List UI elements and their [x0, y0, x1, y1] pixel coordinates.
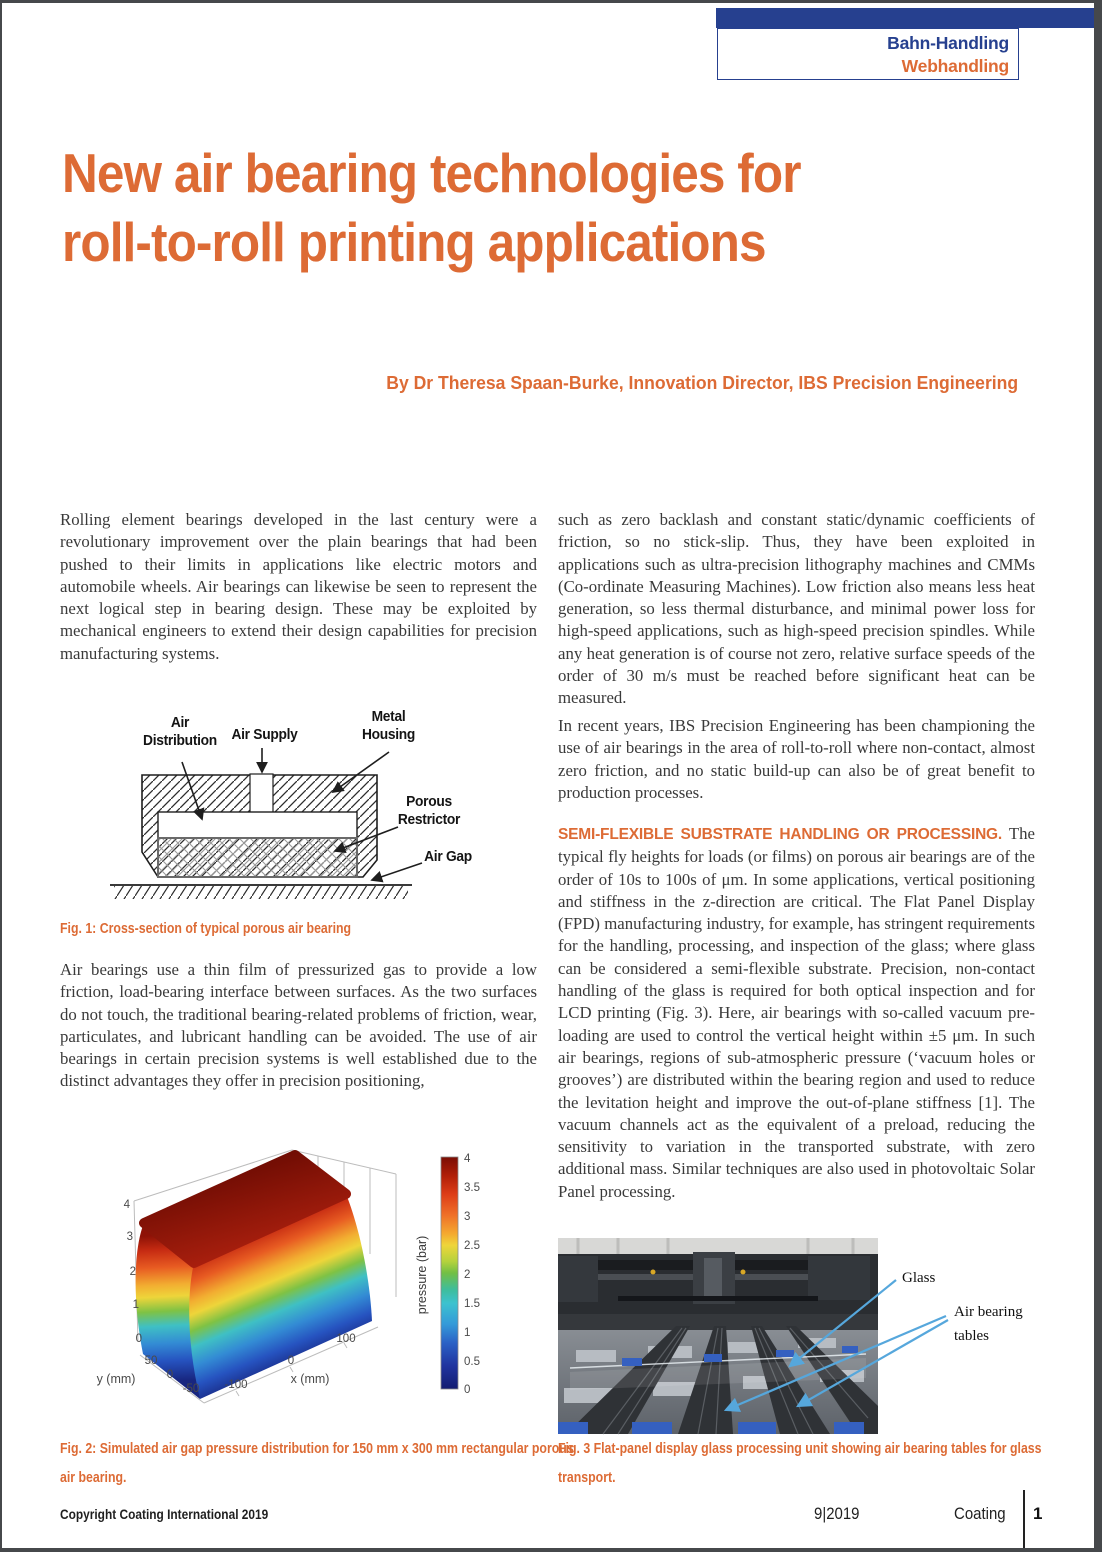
figure-1-cross-section — [90, 700, 535, 918]
label-air-distribution: Air Distribution — [143, 715, 217, 749]
figure-3-caption: Fig. 3 Flat-panel display glass processing unit showing air bearing tables for glass transport. — [558, 1441, 1042, 1486]
figure-2-caption: Fig. 2: Simulated air gap pressure distribution for 150 mm x 300 mm rectangular porous air bearing. — [60, 1441, 574, 1486]
y-axis-label: y (mm) — [96, 1372, 136, 1386]
svg-text:2: 2 — [129, 1266, 136, 1278]
article-title — [62, 139, 872, 277]
svg-text:4: 4 — [464, 1153, 471, 1165]
section-tag-english: Webhandling — [901, 56, 1009, 76]
svg-text:2: 2 — [464, 1269, 471, 1281]
right-paragraph-1: such as zero backlash and constant static/dynamic coefficients of friction, so no stick-slip. Thus, they have been exploited in applications such as ultra-precision lithography machines and CMMs (Co-ordinate Measuring Machines). Low friction also means less heat generation, so less thermal disturbance, and minimal power loss for high-speed applications, such as high-speed precision spindles. While any heat generation is of course not zero, relative surface speeds of the order of 30 m/s must be reached before significant heat can be measured. — [558, 510, 1035, 708]
svg-text:3.5: 3.5 — [464, 1182, 480, 1194]
air-distribution-shape — [158, 812, 357, 838]
x-axis-label: x (mm) — [290, 1372, 330, 1386]
article-byline: By Dr Theresa Spaan-Burke, Innovation Director, IBS Precision Engineering — [386, 372, 1018, 393]
footer-page-number: 1 — [1033, 1504, 1043, 1523]
colorbar-ticks — [464, 1153, 480, 1396]
section-tag-box — [717, 28, 1019, 80]
header-blue-bar — [716, 8, 1094, 28]
svg-text:1.5: 1.5 — [464, 1298, 480, 1310]
svg-text:1: 1 — [464, 1327, 471, 1339]
svg-text:100: 100 — [336, 1333, 356, 1345]
article-title-line2: roll-to-roll printing applications — [62, 211, 766, 273]
footer-divider-line — [1023, 1490, 1025, 1548]
guide-surface-hatch — [114, 886, 408, 899]
label-porous-restrictor: Porous Restrictor — [397, 794, 461, 828]
machine-photo — [558, 1238, 878, 1434]
figure-2-surface-plot — [60, 1129, 540, 1431]
right-paragraph-3 — [558, 823, 1035, 1203]
air-supply-channel-shape — [250, 774, 273, 813]
svg-text:3: 3 — [126, 1231, 133, 1243]
annotation-air-bearing-tables: Air bearing tables — [954, 1304, 1023, 1344]
svg-text:3: 3 — [464, 1211, 471, 1223]
article-title-line1: New air bearing technologies for — [62, 142, 801, 204]
section-tag-german: Bahn-Handling — [887, 33, 1009, 53]
svg-text:-50: -50 — [182, 1383, 200, 1395]
svg-text:1: 1 — [132, 1299, 139, 1311]
svg-text:0: 0 — [287, 1355, 295, 1367]
section-heading: SEMI-FLEXIBLE SUBSTRATE HANDLING OR PROCESSING. — [558, 826, 1003, 843]
figure-2-chart — [60, 1129, 540, 1431]
svg-text:50: 50 — [144, 1355, 158, 1367]
footer-issue: 9|2019 — [814, 1504, 860, 1523]
colorbar — [441, 1157, 458, 1389]
svg-text:4: 4 — [123, 1199, 130, 1211]
svg-text:-100: -100 — [224, 1379, 248, 1391]
right-paragraph-2: In recent years, IBS Precision Engineering has been championing the use of air bearings in the area of roll-to-roll where non-contact, almost zero friction, and no static build-up can also be of great benefit to production processes. — [558, 716, 1035, 802]
label-air-gap: Air Gap — [424, 849, 472, 865]
left-paragraph-2: Air bearings use a thin film of pressurized gas to provide a low friction, load-bearing interface between surfaces. As the two surfaces do not touch, the traditional bearing-related problems of friction, wear, particulates, and lubricant handling can be avoided. The use of air bearings in certain precision systems is well established due to the distinct advantages they offer in precision positioning, — [60, 960, 537, 1091]
colorbar-label: pressure (bar) — [415, 1235, 429, 1315]
label-metal-housing: Metal Housing — [361, 709, 416, 743]
svg-text:0: 0 — [166, 1369, 174, 1381]
section-body-text: The typical fly heights for loads (or films) on porous air bearings are of the order of 10s to 100s of μm. In some applications, vertical positioning and stiffness in the z-direction are critical. The Flat Panel Display (FPD) manufacturing industry, for example, has stringent requirements for the handling, processing, and inspection of the glass; where glass can be considered a semi-flexible substrate. Precision, non-contact handling of the glass is required for both optical inspection and for LCD printing (Fig. 3). Here, air bearings with so-called vacuum pre-loading are used to control the vertical height within ±5 μm. In such air bearings, regions of sub-atmospheric pressure (‘vacuum holes or grooves’) are distributed within the bearing region and used to reduce the levitation height and improve the out-of-plane stiffness [1]. The vacuum channels act as the equivalent of a preload, reducing the sensitivity to variation in the transported substrate, with zero additional mass. Similar techniques are also used in photovoltaic Solar Panel processing. — [558, 824, 1035, 1201]
svg-text:0: 0 — [135, 1333, 142, 1345]
left-paragraph-1: Rolling element bearings developed in the last century were a revolutionary improvement over the plain bearings that had been pushed to their limits in applications like electric motors and automobile wheels. Air bearings can likewise be seen to represent the next logical step in bearing design. These may be exploited by mechanical engineers to extend their design capabilities for precision manufacturing systems. — [60, 510, 537, 663]
svg-text:0: 0 — [464, 1384, 471, 1396]
figure-3-photo — [558, 1238, 1094, 1435]
label-air-supply: Air Supply — [231, 727, 298, 743]
porous-restrictor-shape — [158, 838, 357, 877]
magazine-page — [2, 3, 1094, 1548]
svg-text:0.5: 0.5 — [464, 1356, 480, 1368]
svg-text:2.5: 2.5 — [464, 1240, 480, 1252]
footer-magazine-name: Coating — [954, 1504, 1006, 1523]
footer-copyright: Copyright Coating International 2019 — [60, 1506, 269, 1522]
figure-1-caption: Fig. 1: Cross-section of typical porous air bearing — [60, 921, 352, 937]
annotation-glass: Glass — [902, 1270, 936, 1286]
